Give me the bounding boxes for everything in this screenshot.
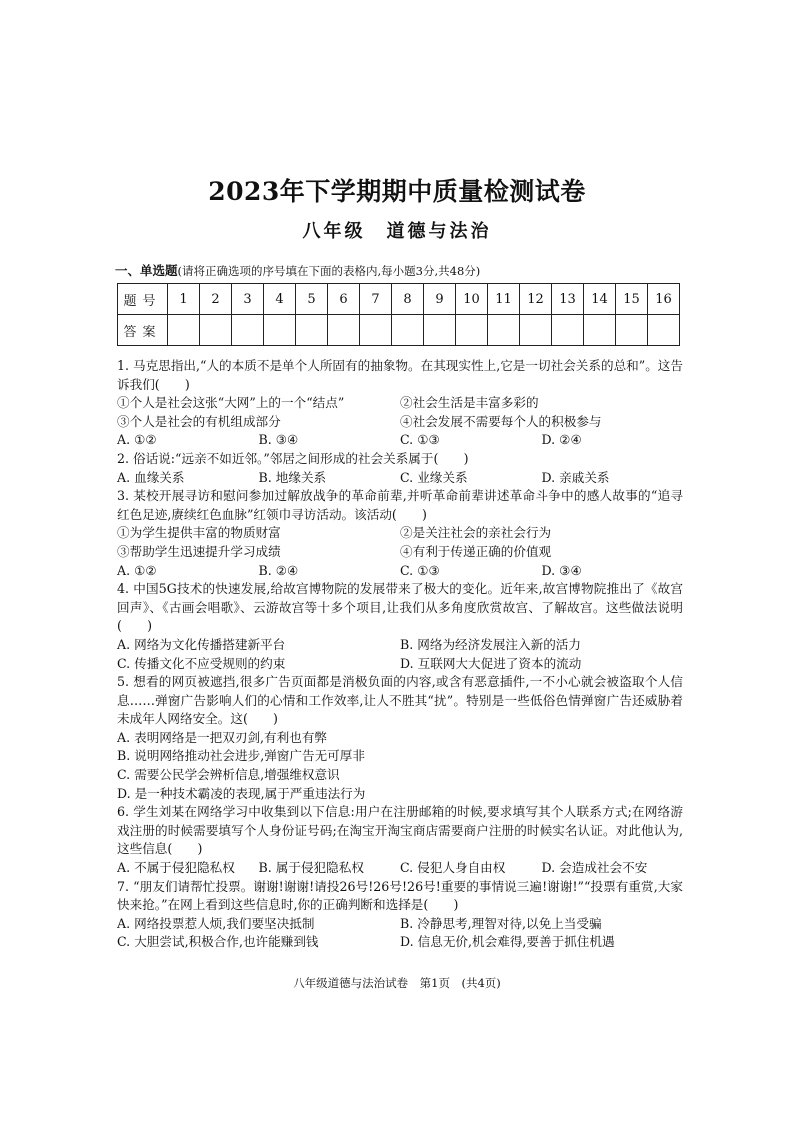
grid-number-9: 9 xyxy=(424,284,456,315)
grid-number-3: 3 xyxy=(232,284,264,315)
choice-a: A. 表明网络是一把双刃剑,有利也有弊 xyxy=(117,729,328,745)
question-5-stem: 5. 想看的网页被遮挡,很多广告页面都是消极负面的内容,或含有恶意插件,一不小心就会被盗取个人信息……弹窗广告影响人们的心情和工作效率,让人不胜其“扰”。特别是一些低俗色情弹窗广告还威胁着未成年人网络安全。这( ) xyxy=(117,674,683,727)
choice-b: B. 属于侵犯隐私权 xyxy=(258,860,364,876)
answer-cell-9[interactable] xyxy=(424,315,456,346)
grid-number-13: 13 xyxy=(552,284,584,315)
choice-a: A. ①② xyxy=(117,562,157,578)
question-list xyxy=(117,357,683,952)
answer-cell-2[interactable] xyxy=(200,315,232,346)
statement-2: ②社会生活是丰富多彩的 xyxy=(400,395,539,411)
choice-c: C. 侵犯人身自由权 xyxy=(400,860,506,876)
grid-number-12: 12 xyxy=(520,284,552,315)
question-7-choices xyxy=(117,915,683,952)
choice-c: C. ①③ xyxy=(400,562,440,578)
statement-1: ①个人是社会这张“大网”上的一个“结点” xyxy=(117,395,345,411)
answer-cell-12[interactable] xyxy=(520,315,552,346)
answer-cell-16[interactable] xyxy=(648,315,680,346)
statement-3: ③个人是社会的有机组成部分 xyxy=(117,413,281,429)
question-number-label: 题号 xyxy=(118,284,168,315)
question-3 xyxy=(117,487,683,580)
question-3-stem: 3. 某校开展寻访和慰问参加过解放战争的革命前辈,并听革命前辈讲述革命斗争中的感人故事的“追寻红色足迹,赓续红色血脉”红领巾寻访活动。该活动( ) xyxy=(117,488,683,522)
choice-d: D. 互联网大大促进了资本的流动 xyxy=(400,655,582,671)
choice-a: A. 血缘关系 xyxy=(117,469,185,485)
question-5 xyxy=(117,673,683,803)
statement-2: ②是关注社会的亲社会行为 xyxy=(400,525,552,541)
choice-c: C. ①③ xyxy=(400,432,440,448)
choice-b: B. 说明网络推动社会进步,弹窗广告无可厚非 xyxy=(117,748,365,764)
grid-number-7: 7 xyxy=(360,284,392,315)
choice-a: A. 网络投票惹人烦,我们要坚决抵制 xyxy=(117,915,315,931)
choice-d: D. 亲戚关系 xyxy=(541,469,610,485)
section-title: 一、单选题 xyxy=(115,263,178,278)
question-2-choices xyxy=(117,469,683,488)
choice-d: D. 信息无价,机会难得,要善于抓住机遇 xyxy=(400,934,615,950)
grid-number-2: 2 xyxy=(200,284,232,315)
question-2-stem: 2. 俗话说:“远亲不如近邻。”邻居之间形成的社会关系属于( ) xyxy=(117,450,469,466)
choice-b: B. 冷静思考,理智对待,以免上当受骗 xyxy=(400,915,602,931)
grid-number-11: 11 xyxy=(488,284,520,315)
answer-cell-5[interactable] xyxy=(296,315,328,346)
question-3-statements xyxy=(117,524,683,561)
question-1-choices xyxy=(117,431,683,450)
answer-cell-8[interactable] xyxy=(392,315,424,346)
answer-cell-15[interactable] xyxy=(616,315,648,346)
question-6-choices xyxy=(117,859,683,878)
question-7-stem: 7. “朋友们请帮忙投票。谢谢!谢谢!请投26号!26号!26号!重要的事情说三遍!谢谢!”“投票有重赏,大家快来抢。”在网上看到这些信息时,你的正确判断和选择是( ) xyxy=(117,878,683,913)
grid-number-5: 5 xyxy=(296,284,328,315)
exam-title: 2023年下学期期中质量检测试卷 xyxy=(208,177,586,206)
question-4 xyxy=(117,580,683,673)
grid-number-10: 10 xyxy=(456,284,488,315)
choice-d: D. 是一种技术霸凌的表现,属于严重违法行为 xyxy=(117,785,366,801)
choice-b: B. 地缘关系 xyxy=(258,469,327,485)
question-4-choices xyxy=(117,636,683,673)
question-2 xyxy=(117,450,683,487)
grid-number-15: 15 xyxy=(616,284,648,315)
choice-c: C. 传播文化不应受规则的约束 xyxy=(117,655,286,671)
section-header xyxy=(115,261,480,279)
choice-c: C. 需要公民学会辨析信息,增强维权意识 xyxy=(117,767,340,783)
choice-d: D. ②④ xyxy=(541,432,582,448)
question-1-statements xyxy=(117,394,683,431)
answer-cell-4[interactable] xyxy=(264,315,296,346)
choice-b: B. ③④ xyxy=(258,432,299,448)
choice-b: B. 网络为经济发展注入新的活力 xyxy=(400,636,581,652)
exam-subtitle: 八年级 道德与法治 xyxy=(302,221,492,242)
statement-4: ④有利于传递正确的价值观 xyxy=(400,543,552,559)
section-instructions: (请将正确选项的序号填在下面的表格内,每小题3分,共48分) xyxy=(177,264,481,278)
grid-number-14: 14 xyxy=(584,284,616,315)
answer-cell-1[interactable] xyxy=(168,315,200,346)
grid-number-6: 6 xyxy=(328,284,360,315)
answer-cell-3[interactable] xyxy=(232,315,264,346)
answer-cell-7[interactable] xyxy=(360,315,392,346)
choice-d: D. ③④ xyxy=(541,562,582,578)
answer-grid xyxy=(117,283,680,346)
question-number-row xyxy=(118,284,680,315)
choice-c: C. 大胆尝试,积极合作,也许能赚到钱 xyxy=(117,934,319,950)
statement-1: ①为学生提供丰富的物质财富 xyxy=(117,525,281,541)
answer-cell-14[interactable] xyxy=(584,315,616,346)
statement-4: ④社会发展不需要每个人的积极参与 xyxy=(400,413,602,429)
grid-number-16: 16 xyxy=(648,284,680,315)
choice-d: D. 会造成社会不安 xyxy=(541,860,648,876)
question-6-stem: 6. 学生刘某在网络学习中收集到以下信息:用户在注册邮箱的时候,要求填写其个人联系方式;在网络游戏注册的时候需要填写个人身份证号码;在淘宝开淘宝商店需要商户注册的时候实名认证。对此他认为,这些信息( ) xyxy=(117,804,683,857)
grid-number-8: 8 xyxy=(392,284,424,315)
question-5-choices xyxy=(117,729,683,803)
question-7 xyxy=(117,878,683,952)
grid-number-1: 1 xyxy=(168,284,200,315)
question-1-stem: 1. 马克思指出,“人的本质不是单个人所固有的抽象物。在其现实性上,它是一切社会关系的总和”。这告诉我们( ) xyxy=(117,358,683,392)
choice-c: C. 业缘关系 xyxy=(400,469,468,485)
answer-cell-6[interactable] xyxy=(328,315,360,346)
answer-row xyxy=(118,315,680,346)
choice-a: A. 不属于侵犯隐私权 xyxy=(117,860,235,876)
answer-cell-10[interactable] xyxy=(456,315,488,346)
statement-3: ③帮助学生迅速提升学习成绩 xyxy=(117,543,281,559)
choice-b: B. ②④ xyxy=(258,562,299,578)
question-3-choices xyxy=(117,562,683,581)
question-1 xyxy=(117,357,683,450)
page-footer: 八年级道德与法治试卷 第1页 (共4页) xyxy=(293,976,501,990)
answer-cell-13[interactable] xyxy=(552,315,584,346)
answer-cell-11[interactable] xyxy=(488,315,520,346)
choice-a: A. ①② xyxy=(117,432,157,448)
answer-label: 答案 xyxy=(118,315,168,346)
grid-number-4: 4 xyxy=(264,284,296,315)
choice-a: A. 网络为文化传播搭建新平台 xyxy=(117,636,286,652)
question-6 xyxy=(117,803,683,877)
question-4-stem: 4. 中国5G技术的快速发展,给故宫博物院的发展带来了极大的变化。近年来,故宫博物院推出了《故宫回声》、《古画会唱歌》、云游故宫等十多个项目,让我们从多角度欣赏故宫、了解故宫。这些做法说明( ) xyxy=(117,581,683,634)
